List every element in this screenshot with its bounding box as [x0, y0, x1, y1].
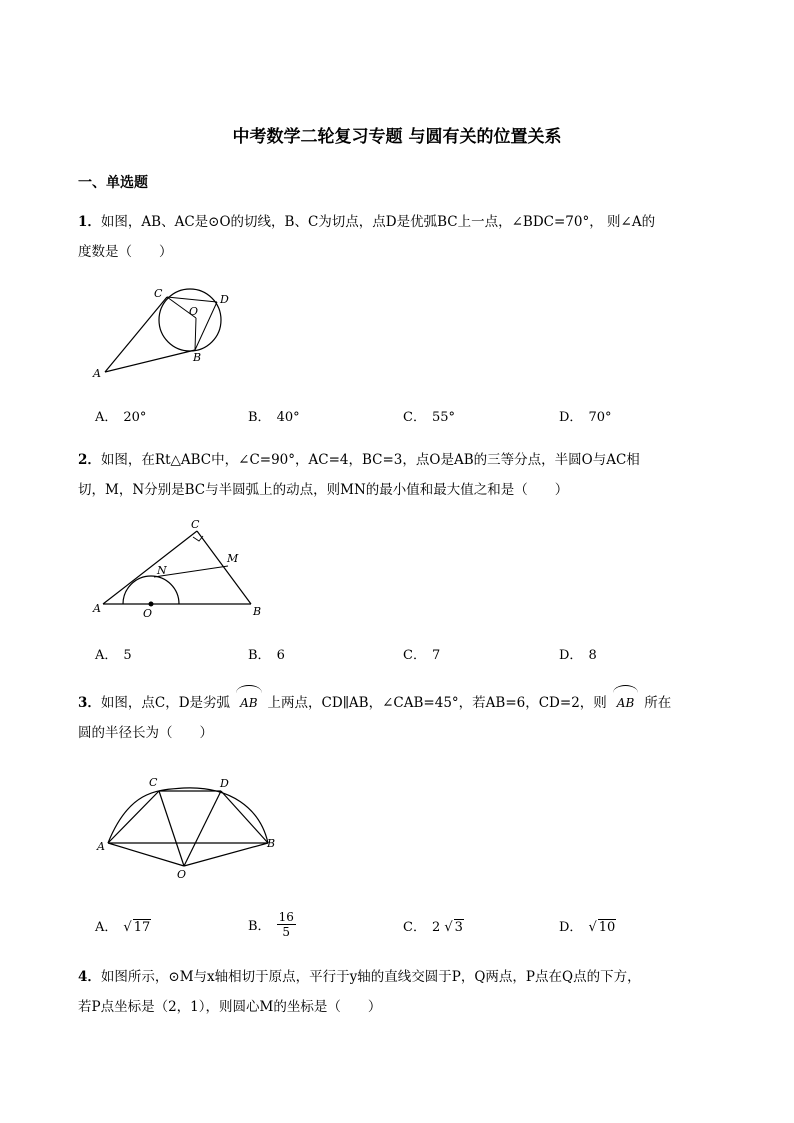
options-q3 [95, 910, 715, 942]
segment-oa [108, 843, 184, 866]
label-b: B [193, 351, 202, 364]
question-text-line1: 如图，AB、AC是⊙O的切线，B、C为切点，点D是优弧BC上一点，∠BDC=70°， 则∠A的 [100, 214, 656, 230]
tangent-ab [105, 350, 195, 372]
segment-od [184, 791, 221, 866]
option-b[interactable]: B． 40° [248, 410, 300, 425]
question-4 [78, 962, 718, 1022]
segment-cd [167, 297, 217, 302]
label-c: C [149, 776, 158, 789]
question-text-line1: 如图，在Rt△ABC中，∠C=90°，AC=4，BC=3，点O是AB的三等分点，半圆O与AC相 [100, 452, 640, 468]
label-a: A [93, 602, 101, 615]
side-ac [103, 531, 197, 604]
options-q1 [95, 406, 715, 428]
side-bc [197, 531, 251, 604]
question-number: 1． [78, 214, 101, 230]
option-d[interactable]: D． 8 [559, 648, 597, 663]
tangent-ac [105, 297, 167, 372]
option-a[interactable]: A． √ 17 [95, 920, 151, 935]
label-c: C [191, 518, 200, 531]
option-d[interactable]: D． √ 10 [559, 920, 616, 935]
figure-q2 [90, 515, 270, 625]
label-o: O [177, 868, 187, 881]
option-b[interactable]: B． 6 [248, 648, 285, 663]
label-o: O [143, 607, 153, 620]
question-text-line2: 切，M，N分别是BC与半圆弧上的动点，则MN的最小值和最大值之和是（ ） [78, 482, 569, 498]
question-2 [78, 445, 718, 505]
arc-ab-symbol: AB [236, 688, 261, 718]
question-text-line1: 如图所示，⊙M与x轴相切于原点，平行于y轴的直线交圆于P，Q两点，P点在Q点的下方， [100, 969, 641, 985]
segment-ob [195, 318, 196, 350]
option-c[interactable]: C． 7 [403, 648, 441, 663]
label-d: D [220, 777, 229, 790]
question-text-line2: 若P点坐标是（2，1），则圆心M的坐标是（ ） [78, 999, 382, 1015]
semicircle-o [123, 576, 179, 604]
label-d: D [220, 293, 229, 306]
option-c[interactable]: C． 55° [403, 410, 455, 425]
section-heading: 一、单选题 [78, 175, 148, 191]
label-o: O [189, 305, 199, 318]
question-text-line2: 圆的半径长为（ ） [78, 725, 213, 741]
segment-ac [108, 791, 159, 843]
segment-db [221, 791, 268, 843]
center-dot [149, 602, 154, 607]
segment-db [195, 302, 217, 350]
label-a: A [93, 367, 101, 380]
figure-q1 [90, 285, 240, 385]
label-a: A [97, 840, 105, 853]
question-number: 3． [78, 695, 101, 711]
option-d[interactable]: D． 70° [559, 410, 612, 425]
question-text-line2: 度数是（ ） [78, 244, 173, 260]
arc-ab [108, 788, 268, 843]
page-title: 中考数学二轮复习专题 与圆有关的位置关系 [232, 127, 562, 147]
label-m: M [227, 552, 239, 565]
option-c[interactable]: C． 2 √ 3 [403, 920, 463, 935]
option-a[interactable]: A． 5 [95, 648, 132, 663]
question-number: 2． [78, 452, 101, 468]
label-n: N [157, 564, 167, 577]
label-b: B [253, 605, 262, 618]
question-number: 4． [78, 969, 101, 985]
segment-ob [184, 843, 268, 866]
question-1 [78, 207, 718, 267]
option-b[interactable]: B． $\frac{16}{5}$ [248, 910, 294, 939]
segment-oc [159, 791, 184, 866]
figure-q3 [90, 768, 290, 883]
option-a[interactable]: A． 20° [95, 410, 147, 425]
label-b: B [267, 837, 276, 850]
label-c: C [154, 287, 163, 300]
arc-ab-symbol: AB [613, 688, 638, 718]
question-3: 3．如图，点C，D是劣弧 AB 上两点，CD∥AB，∠CAB=45°，若AB=6，CD=2，则 AB 所在 圆的半径长为（ ） [78, 688, 718, 748]
options-q2 [95, 644, 715, 666]
